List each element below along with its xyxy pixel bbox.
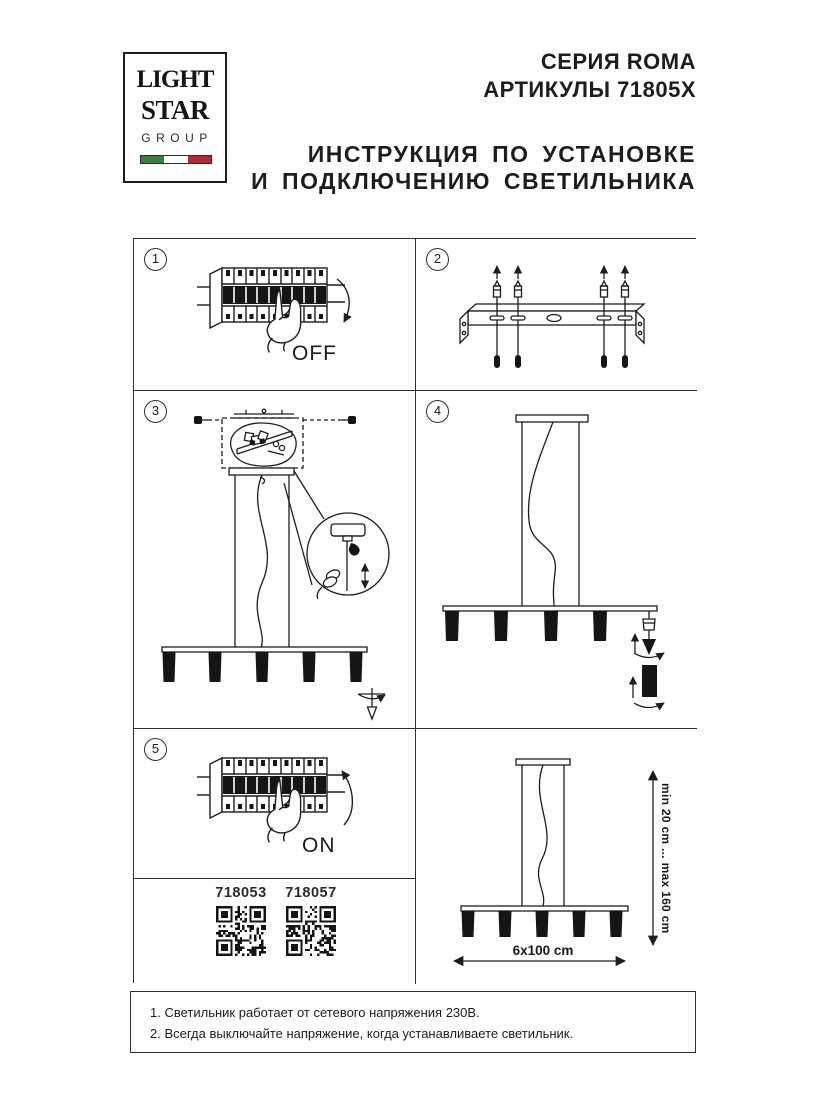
steps-grid	[133, 238, 696, 983]
height-dimension-label: min 20 cm ... max 160 cm	[659, 782, 673, 934]
note-line: 2. Всегда выключайте напряжение, когда устанавливаете светильник.	[150, 1026, 574, 1041]
panel-step-5	[134, 729, 416, 879]
lamp-assembly-detail	[633, 611, 664, 708]
instruction-title-line1: ИНСТРУКЦИЯ ПО УСТАНОВКЕ	[307, 141, 696, 167]
header	[251, 48, 696, 195]
ceiling-plate	[516, 759, 570, 765]
flag-red	[188, 156, 211, 163]
pendant-install-diagram	[416, 391, 697, 729]
lamp-shades	[445, 611, 607, 641]
breaker-off-diagram	[134, 239, 416, 391]
panel-qr-codes	[134, 879, 416, 984]
ceiling-plate	[516, 415, 588, 422]
instruction-title-line2: И ПОДКЛЮЧЕНИЮ СВЕТИЛЬНИКА	[251, 168, 696, 194]
articles-title: АРТИКУЛЫ 71805X	[483, 77, 696, 102]
rotate-up-arrow-icon	[342, 771, 352, 825]
panel-dimensions	[416, 729, 697, 984]
series-title: СЕРИЯ ROMA	[540, 49, 696, 74]
circuit-breaker-icon	[197, 758, 345, 818]
width-dimension-label: 6x100 cm	[512, 943, 574, 958]
flag-white	[164, 156, 187, 163]
panel-step-1	[134, 239, 416, 391]
rotate-arrow-icon	[634, 703, 664, 708]
panel-step-3	[134, 391, 416, 729]
lightstar-logo	[123, 52, 227, 183]
logo-group-text: GROUP	[141, 131, 213, 145]
notes-box	[130, 991, 696, 1053]
qr-label-left: 718053	[215, 885, 267, 901]
side-screw-right	[303, 416, 356, 424]
screw-in-finial-icon	[358, 688, 385, 719]
off-label: OFF	[292, 342, 337, 365]
logo-star-text: STAR	[140, 95, 210, 125]
step-number-badge: 3	[144, 400, 167, 423]
lamp-shades	[462, 911, 623, 937]
step-number-badge: 4	[426, 400, 449, 423]
socket	[643, 619, 655, 630]
step-number-badge: 2	[426, 248, 449, 271]
step-number-badge: 1	[144, 248, 167, 271]
side-screw-left	[194, 416, 222, 424]
note-line: 1. Светильник работает от сетевого напряжения 230В.	[150, 1005, 480, 1020]
qr-code-left	[216, 906, 266, 956]
canopy-mount-diagram	[134, 391, 416, 729]
qr-code-right	[286, 906, 336, 956]
qr-group-left	[206, 885, 276, 961]
step-number-badge: 5	[144, 738, 167, 761]
qr-group-right	[276, 885, 346, 961]
flag-green	[141, 156, 164, 163]
shade-cylinder	[642, 665, 657, 697]
qr-label-right: 718057	[285, 885, 337, 901]
logo-light-text: LIGHT	[136, 66, 214, 93]
power-cable	[528, 422, 555, 606]
circuit-breaker-icon	[197, 268, 345, 328]
lamp-shades	[163, 652, 363, 682]
on-label: ON	[302, 834, 336, 857]
magnifier-detail	[307, 513, 389, 599]
lamp-bulb	[642, 639, 656, 655]
italian-flag	[140, 155, 212, 164]
panel-step-2	[416, 239, 697, 391]
breaker-on-diagram	[134, 729, 416, 879]
panel-step-4	[416, 391, 697, 729]
power-cable	[257, 475, 267, 648]
bracket-diagram	[416, 239, 697, 391]
power-cable	[538, 765, 547, 906]
